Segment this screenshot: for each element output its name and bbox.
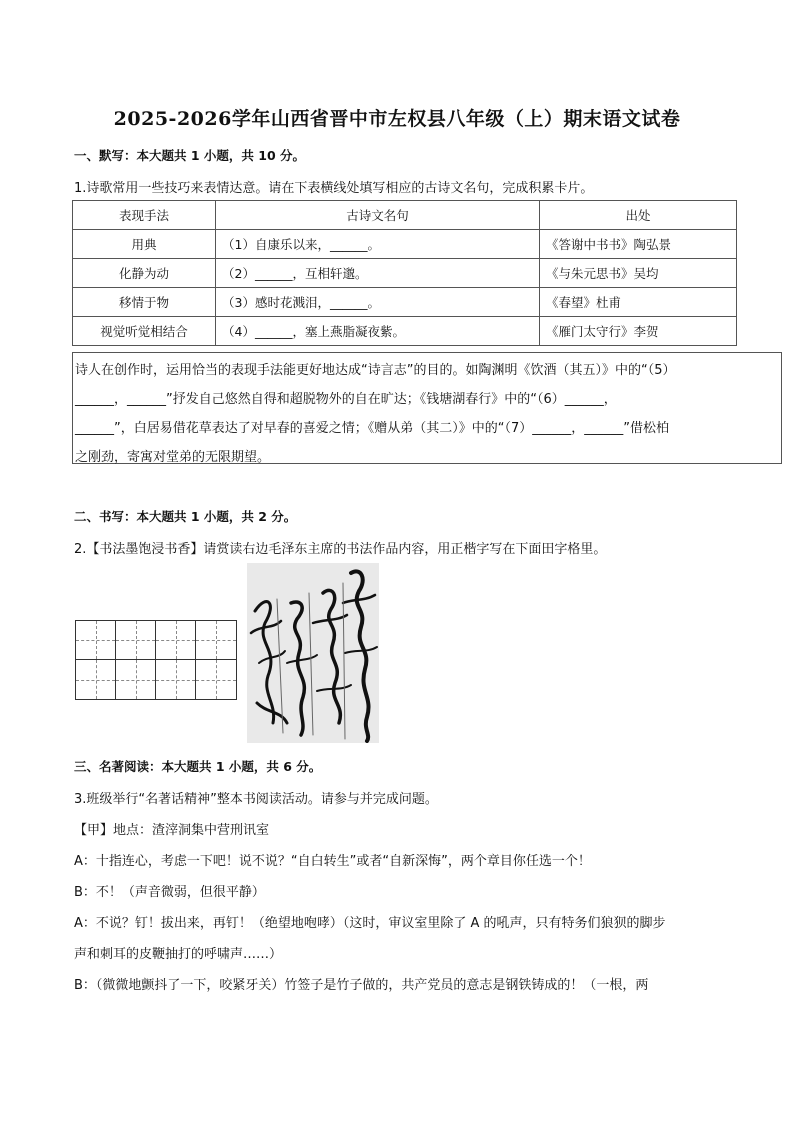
question1-text: 1.诗歌常用一些技巧来表情达意。请在下表横线处填写相应的古诗文名句，完成积累卡片。 <box>74 181 594 196</box>
row-method: 视觉听觉相结合 <box>73 317 216 346</box>
grid-cell[interactable] <box>116 660 156 699</box>
row-source: 《雁门太守行》李贺 <box>540 317 737 346</box>
table-row <box>73 230 737 259</box>
question3-text: 3.班级举行“名著话精神”整本书阅读活动。请参与并完成问题。 <box>74 792 438 807</box>
exam-title: 2025-2026学年山西省晋中市左权县八年级（上）期末语文试卷 <box>113 108 681 130</box>
tianzige-grid[interactable] <box>75 620 237 700</box>
grid-cell[interactable] <box>196 621 236 660</box>
section3-heading: 三、名著阅读：本大题共 1 小题，共 6 分。 <box>74 759 322 774</box>
table-row <box>73 259 737 288</box>
paragraph-line: ______”，白居易借花草表达了对早春的喜爱之情；《赠从弟（其二）》中的“（7）______，______”借松柏 <box>75 421 669 436</box>
row-source: 《答谢中书书》陶弘景 <box>540 230 737 259</box>
reading-line: 声和刺耳的皮鞭抽打的呼啸声……） <box>74 947 283 962</box>
reading-line: A：不说？钉！拔出来，再钉！（绝望地咆哮）（这时，审议室里除了 A 的吼声，只有特务们狼狈的脚步 <box>74 916 666 931</box>
row-line[interactable]: （1）自康乐以来，______。 <box>216 230 540 259</box>
row-method: 移情于物 <box>73 288 216 317</box>
row-line[interactable]: （3）感时花溅泪，______。 <box>216 288 540 317</box>
table-row <box>73 288 737 317</box>
row-source: 《与朱元思书》吴均 <box>540 259 737 288</box>
grid-cell[interactable] <box>196 660 236 699</box>
row-method: 用典 <box>73 230 216 259</box>
paragraph-line: 诗人在创作时，运用恰当的表现手法能更好地达成“诗言志”的目的。如陶渊明《饮酒（其五）》中的“（5） <box>75 363 676 378</box>
header-source: 出处 <box>540 201 737 230</box>
poetry-table <box>72 200 737 346</box>
calligraphy-image <box>247 563 379 743</box>
row-line[interactable]: （2）______，互相轩邈。 <box>216 259 540 288</box>
table-header-row <box>73 201 737 230</box>
table-row <box>73 317 737 346</box>
paragraph-line: ______，______”抒发自己悠然自得和超脱物外的自在旷达；《钱塘湖春行》中的“（6）______， <box>75 392 617 407</box>
section1-heading: 一、默写：本大题共 1 小题，共 10 分。 <box>74 148 306 163</box>
grid-cell[interactable] <box>76 621 116 660</box>
summary-paragraph-box[interactable] <box>72 352 782 464</box>
row-line[interactable]: （4）______，塞上燕脂凝夜紫。 <box>216 317 540 346</box>
grid-cell[interactable] <box>156 621 196 660</box>
header-method: 表现手法 <box>73 201 216 230</box>
header-line: 古诗文名句 <box>216 201 540 230</box>
question2-text: 2.【书法墨饱浸书香】请赏读右边毛泽东主席的书法作品内容，用正楷字写在下面田字格里。 <box>74 542 607 557</box>
grid-cell[interactable] <box>76 660 116 699</box>
reading-line: A：十指连心，考虑一下吧！说不说？“自白转生”或者“自新深悔”，两个章目你任选一个！ <box>74 854 591 869</box>
reading-line: B：不！（声音微弱，但很平静） <box>74 885 265 900</box>
reading-line: 【甲】地点：渣滓洞集中营刑讯室 <box>74 823 270 838</box>
row-source: 《春望》杜甫 <box>540 288 737 317</box>
grid-cell[interactable] <box>156 660 196 699</box>
row-method: 化静为动 <box>73 259 216 288</box>
section2-heading: 二、书写：本大题共 1 小题，共 2 分。 <box>74 509 297 524</box>
paragraph-line: 之刚劲，寄寓对堂弟的无限期望。 <box>75 450 271 465</box>
calligraphy-strokes <box>247 563 379 743</box>
grid-cell[interactable] <box>116 621 156 660</box>
reading-line: B：（微微地颤抖了一下，咬紧牙关）竹签子是竹子做的，共产党员的意志是钢铁铸成的！（一根，两 <box>74 978 649 993</box>
